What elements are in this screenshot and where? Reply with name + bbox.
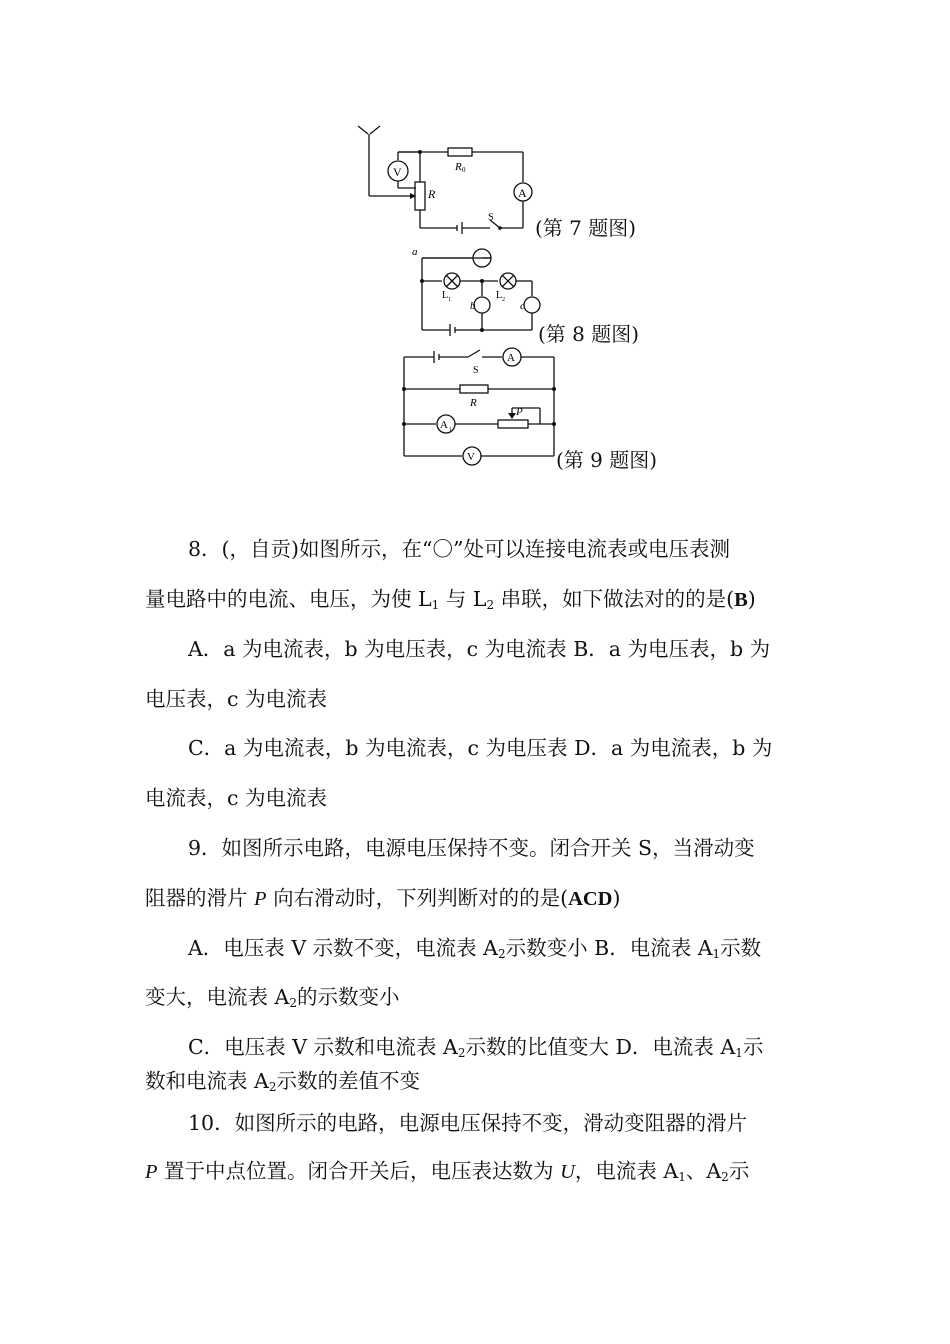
ammeter-a1-label: A <box>440 419 448 431</box>
q8-line-1: 8．(，自贡)如图所示，在“〇”处可以连接电流表或电压表测 <box>188 537 730 561</box>
q9-answer: ACD <box>568 888 613 910</box>
resistor-r-label: R <box>470 397 477 409</box>
q8-options-cd-1: C．a 为电流表，b 为电流表，c 为电压表 D．a 为电流表，b 为 <box>188 736 773 760</box>
r0-sub: 0 <box>462 166 466 174</box>
figure-9-caption: (第 9 题图) <box>556 448 658 472</box>
q8-options-ab-1: A．a 为电流表，b 为电压表，c 为电流表 B．a 为电压表，b 为 <box>188 637 771 661</box>
voltmeter-v-label: V <box>467 451 475 463</box>
meter-b-label: b <box>470 300 476 312</box>
switch-label: S <box>488 212 494 223</box>
q9-options-ab-2: 变大，电流表 $A_2$的示数变小 <box>145 985 400 1010</box>
q9-options-cd-2: 数和电流表 $A_2$示数的差值不变 <box>145 1069 420 1094</box>
figure-8-caption: (第 8 题图) <box>538 322 640 346</box>
lamp-l1-sub: 1 <box>448 297 451 303</box>
q9-options-ab-1: A．电压表 V 示数不变，电流表 $A_2$示数变小 B．电流表 $A_1$示数 <box>188 936 762 961</box>
figure-7-circuit <box>350 120 540 235</box>
q10-line-2: P 置于中点位置。闭合开关后，电压表达数为 U，电流表 $A_1$、$A_2$示 <box>145 1159 750 1184</box>
meter-c-label: c <box>520 300 525 312</box>
figure-9-circuit <box>398 343 563 468</box>
q8-line-2: 量电路中的电流、电压，为使 $L_1$ 与 $L_2$ 串联，如下做法对的的是(B) <box>145 587 756 612</box>
lamp-l2-label: L <box>496 290 503 301</box>
lamp-l1-label: L <box>442 290 449 301</box>
q8-options-cd-2: 电流表，c 为电流表 <box>145 786 327 810</box>
voltmeter-label: V <box>393 165 402 179</box>
q8-answer: B <box>734 589 748 611</box>
q9-line-2: 阻器的滑片 P 向右滑动时，下列判断对的的是(ACD) <box>145 886 621 910</box>
q8-options-ab-2: 电压表，c 为电流表 <box>145 687 327 711</box>
meter-a-label: a <box>412 246 418 258</box>
ammeter-main-label: A <box>507 352 515 364</box>
r-label: R <box>428 187 436 201</box>
ammeter-a1-sub: 1 <box>449 427 452 433</box>
slider-p-label: P <box>516 406 523 418</box>
switch-s-label: S <box>473 365 479 376</box>
q9-line-1: 9．如图所示电路，电源电压保持不变。闭合开关 S，当滑动变 <box>188 836 755 860</box>
ammeter-label: A <box>518 186 527 200</box>
r0-label: R <box>455 161 462 173</box>
figure-7-caption: (第 7 题图) <box>535 216 637 240</box>
q10-line-1: 10．如图所示的电路，电源电压保持不变，滑动变阻器的滑片 <box>188 1111 748 1135</box>
figure-8-circuit <box>410 242 545 337</box>
lamp-l2-sub: 2 <box>502 297 505 303</box>
q9-options-cd-1: C．电压表 V 示数和电流表 $A_2$示数的比值变大 D．电流表 $A_1$示 <box>188 1035 764 1060</box>
